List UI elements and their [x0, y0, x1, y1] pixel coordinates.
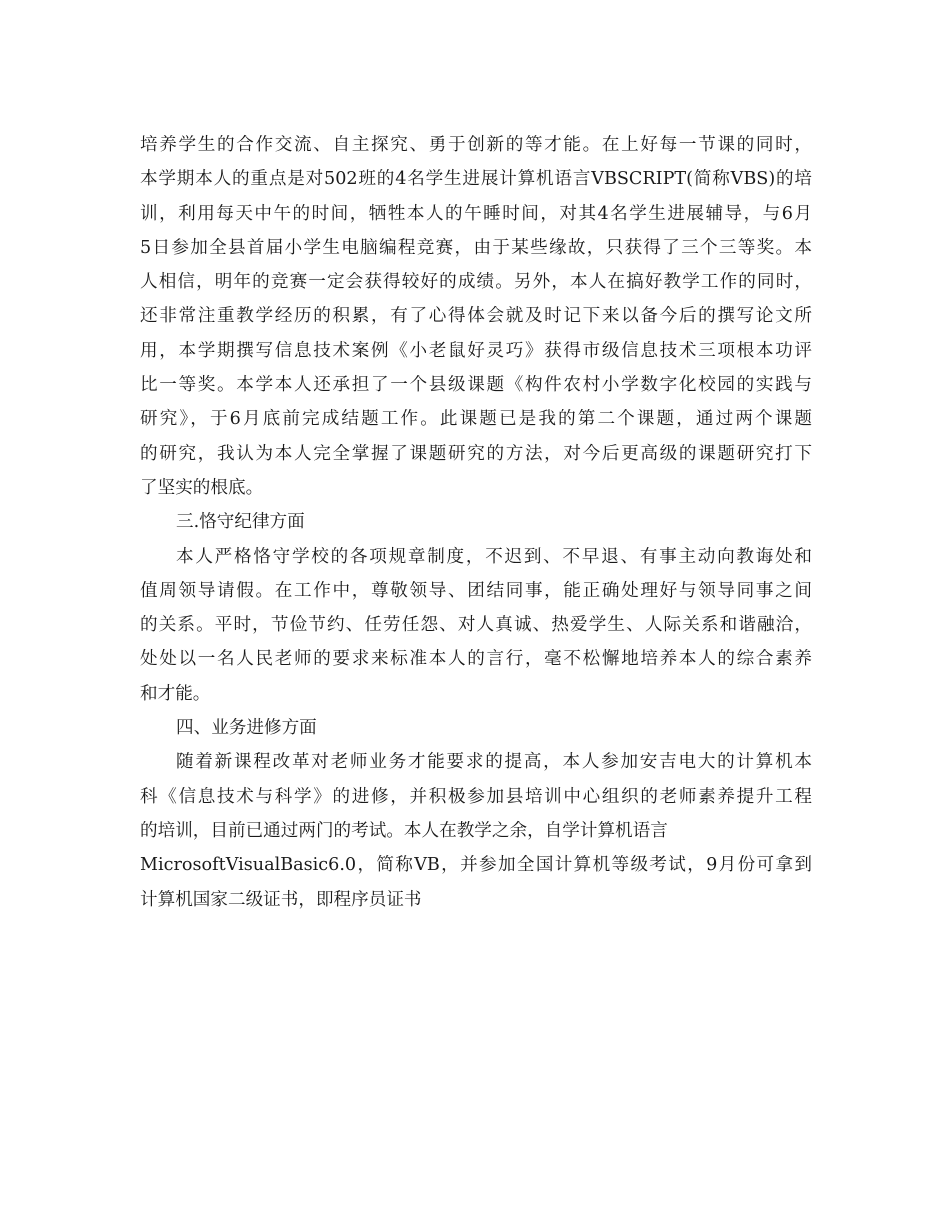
- paragraph-line: MicrosoftVisualBasic6.0，简称VB，并参加全国计算机等级考试，9月份可拿到: [140, 855, 812, 876]
- paragraph-line: 比一等奖。本学本人还承担了一个县级课题《构件农村小学数字化校园的实践与: [140, 375, 812, 396]
- paragraph-line: 还非常注重教学经历的积累，有了心得体会就及时记下来以备今后的撰写论文所: [140, 306, 812, 327]
- paragraph-line: 本学期本人的重点是对502班的4名学生进展计算机语言VBSCRIPT(简称VBS)的培: [140, 169, 812, 190]
- paragraph-line: 本人严格恪守学校的各项规章制度，不迟到、不早退、有事主动向教诲处和: [176, 546, 812, 567]
- paragraph-line: 研究》，于6月底前完成结题工作。此课题已是我的第二个课题，通过两个课题: [140, 409, 812, 430]
- paragraph-line: 的培训，目前已通过两门的考试。本人在教学之余，自学计算机语言: [140, 820, 668, 841]
- paragraph-line: 处处以一名人民老师的要求来标准本人的言行，毫不松懈地培养本人的综合素养: [140, 649, 812, 670]
- paragraph-line: 训，利用每天中午的时间，牺牲本人的午睡时间，对其4名学生进展辅导，与6月: [140, 203, 812, 224]
- paragraph-line: 人相信，明年的竞赛一定会获得较好的成绩。另外，本人在搞好教学工作的同时，: [140, 272, 812, 293]
- paragraph-line: 5日参加全县首届小学生电脑编程竞赛，由于某些缘故，只获得了三个三等奖。本: [140, 237, 812, 258]
- section-heading: 三.恪守纪律方面: [176, 512, 305, 533]
- paragraph-line: 随着新课程改革对老师业务才能要求的提高，本人参加安吉电大的计算机本: [176, 752, 812, 773]
- paragraph-line: 计算机国家二级证书，即程序员证书: [140, 889, 422, 910]
- paragraph-line: 的研究，我认为本人完全掌握了课题研究的方法，对今后更高级的课题研究打下: [140, 443, 812, 464]
- paragraph-line: 值周领导请假。在工作中，尊敬领导、团结同事，能正确处理好与领导同事之间: [140, 580, 812, 601]
- document-body: [140, 128, 812, 917]
- paragraph-line: 用，本学期撰写信息技术案例《小老鼠好灵巧》获得市级信息技术三项根本功评: [140, 340, 812, 361]
- paragraph-line: 培养学生的合作交流、自主探究、勇于创新的等才能。在上好每一节课的同时，: [140, 135, 812, 155]
- section-heading: 四、业务进修方面: [176, 718, 317, 739]
- paragraph-line: 和才能。: [140, 683, 211, 704]
- paragraph-line: 了坚实的根底。: [140, 477, 264, 498]
- paragraph-line: 的关系。平时，节俭节约、任劳任怨、对人真诚、热爱学生、人际关系和谐融洽，: [140, 615, 812, 636]
- paragraph-line: 科《信息技术与科学》的进修，并积极参加县培训中心组织的老师素养提升工程: [140, 786, 812, 807]
